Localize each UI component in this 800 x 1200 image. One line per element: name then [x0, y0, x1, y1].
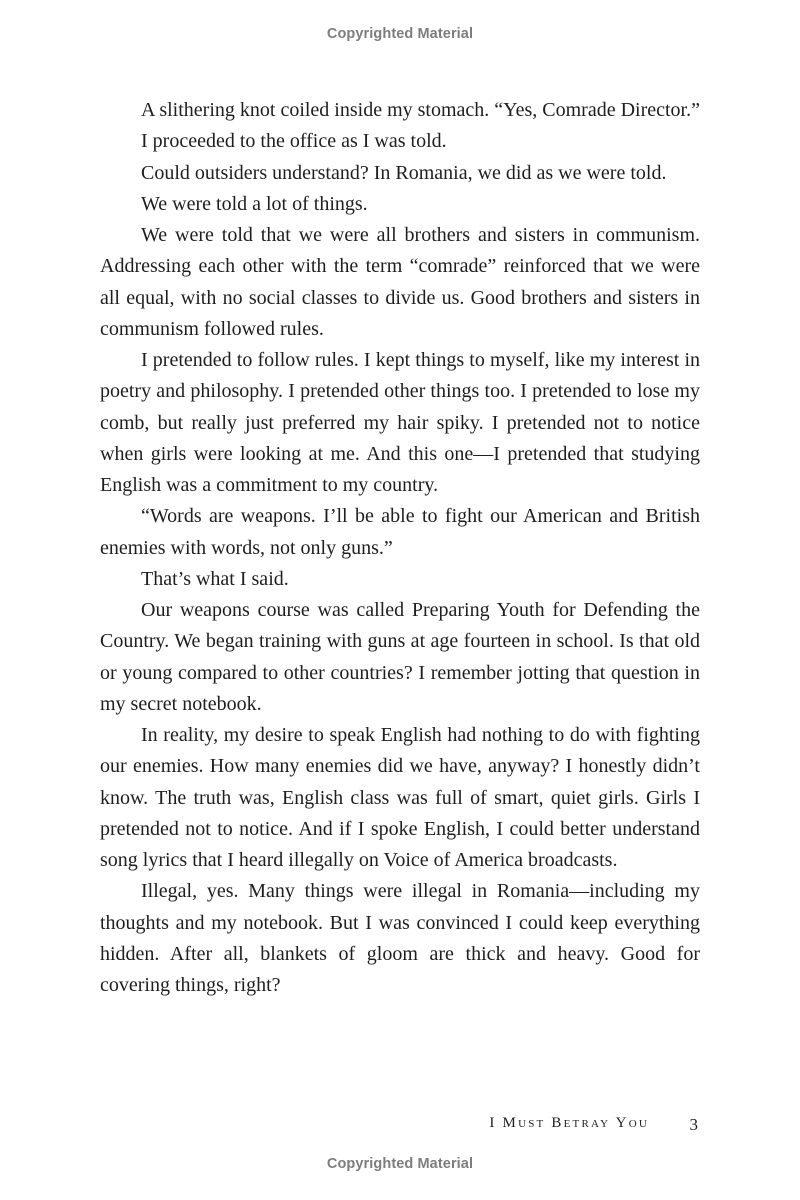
paragraph: I proceeded to the office as I was told.: [141, 130, 447, 153]
paragraph: Illegal, yes. Many things were illegal in Romania—including my thoughts and my notebook. But I was convinced I could keep everything hidden. After all, blankets of gloom are thick and heavy. Good for covering things, right?: [100, 880, 700, 996]
copyright-watermark-top: Copyrighted Material: [326, 26, 474, 42]
paragraph: In reality, my desire to speak English had nothing to do with fighting our enemies. How many enemies did we have, anyway? I honestly didn’t know. The truth was, English class was full of smart, quiet girls. Girls I pretended not to notice. And if I spoke English, I could better understand song lyrics that I heard illegally on Voice of America broadcasts.: [100, 724, 700, 871]
paragraph: That’s what I said.: [141, 567, 289, 590]
paragraph: We were told a lot of things.: [141, 192, 368, 215]
copyright-watermark-bottom: Copyrighted Material: [326, 1156, 474, 1172]
paragraph: We were told that we were all brothers and sisters in communism. Addressing each other with the term “comrade” reinforced that we were all equal, with no social classes to divide us. Good brothers and sisters in communism followed rules.: [100, 224, 700, 340]
running-footer: [100, 1115, 700, 1139]
paragraph: Our weapons course was called Preparing Youth for Defending the Country. We began training with guns at age fourteen in school. Is that old or young compared to other countries? I remember jotting that question in my secret notebook.: [100, 599, 700, 715]
running-title: I Must Betray You: [489, 1115, 649, 1131]
paragraph: I pretended to follow rules. I kept things to myself, like my interest in poetry and philosophy. I pretended other things too. I pretended to lose my comb, but really just preferred my hair spiky. I pretended not to notice when girls were looking at me. And this one—I pretended that studying English was a commitment to my country.: [100, 349, 700, 496]
paragraph: “Words are weapons. I’ll be able to fight our American and British enemies with words, not only guns.”: [100, 505, 700, 559]
paragraph: A slithering knot coiled inside my stomach. “Yes, Comrade Director.”: [141, 99, 700, 121]
page-number: 3: [689, 1115, 698, 1134]
body-text: [100, 95, 700, 1001]
paragraph: Could outsiders understand? In Romania, we did as we were told.: [141, 161, 667, 184]
